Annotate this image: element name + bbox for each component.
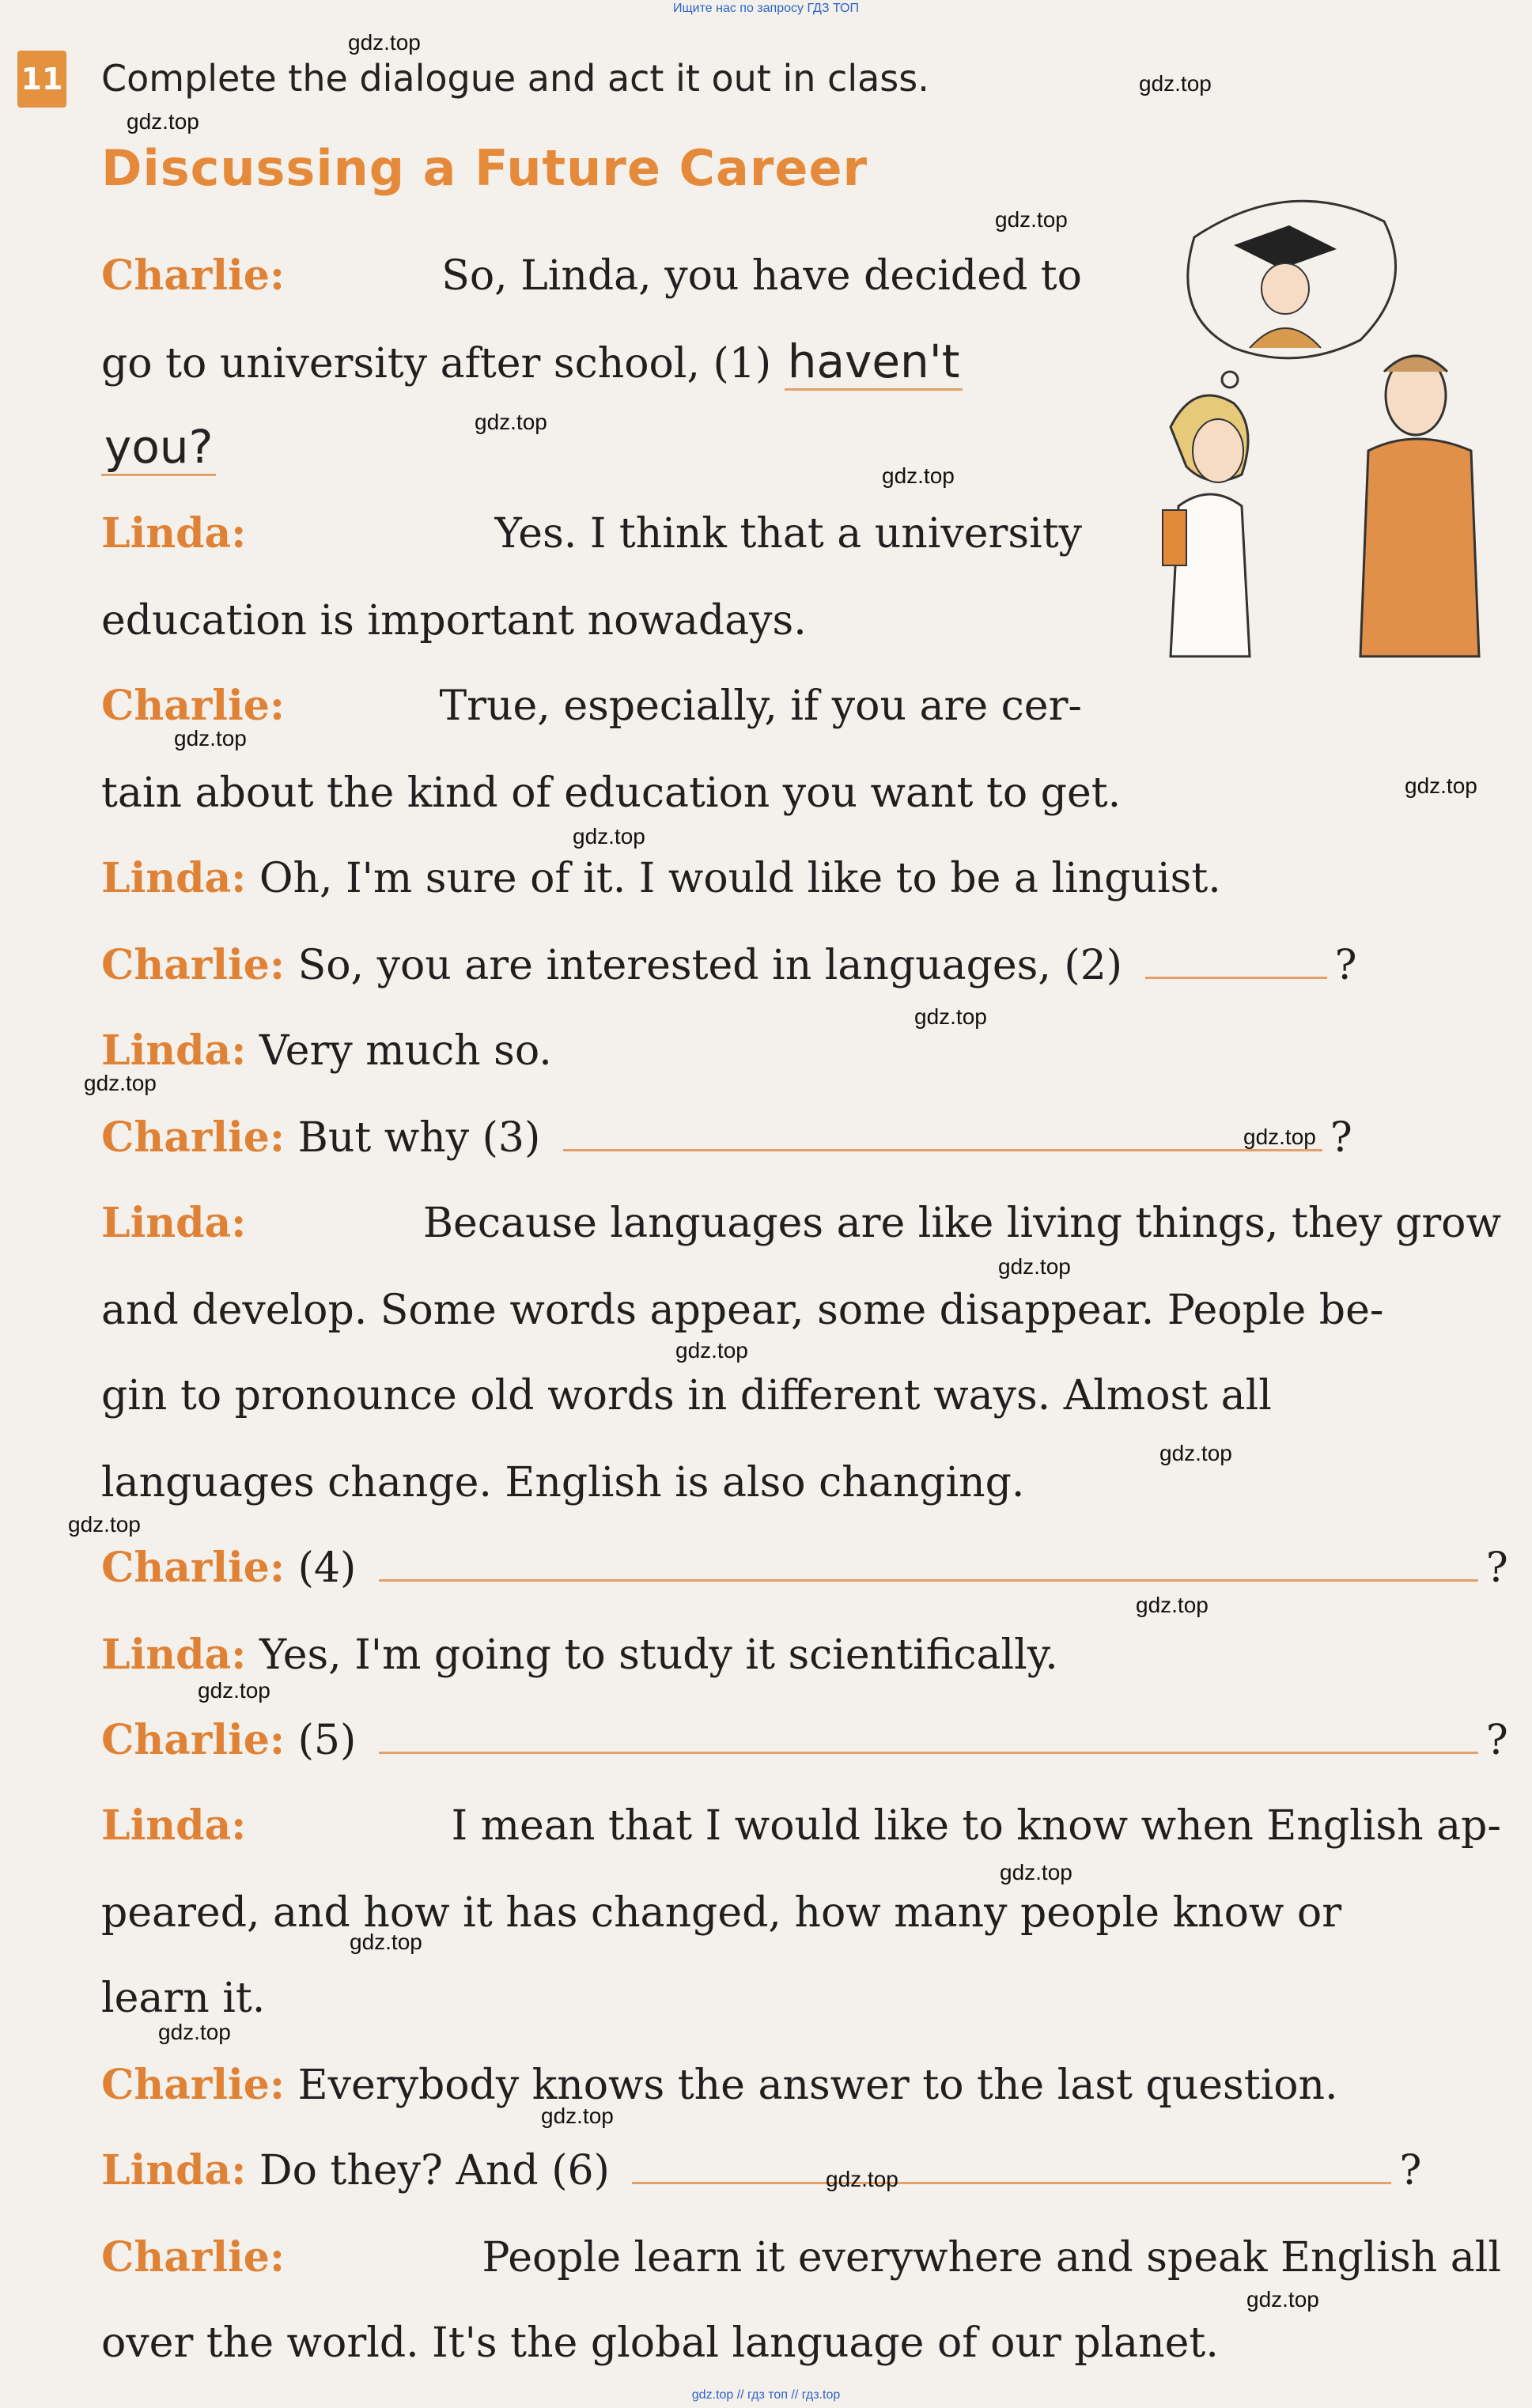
girl-figure bbox=[1163, 395, 1250, 656]
watermark[interactable]: gdz.top bbox=[541, 2104, 614, 2128]
footer-note[interactable]: gdz.top // гдз топ // гдз.top bbox=[691, 2388, 841, 2402]
line-text: languages change. English is also changing. bbox=[101, 1459, 1025, 1506]
dialogue-line-8 bbox=[101, 843, 1221, 914]
speaker-charlie: Charlie: bbox=[101, 682, 286, 730]
question-mark: ? bbox=[1485, 1544, 1508, 1592]
line-text: tain about the kind of education you want to get. bbox=[101, 769, 1122, 817]
watermark[interactable]: gdz.top bbox=[573, 824, 645, 849]
dialogue-line-3 bbox=[101, 411, 216, 482]
line-text: But why (3) bbox=[297, 1114, 541, 1162]
line-text: peared, and how it has changed, how many people know or bbox=[101, 1889, 1342, 1937]
exercise-number-badge: 11 bbox=[17, 51, 66, 108]
watermark[interactable]: gdz.top bbox=[998, 1254, 1071, 1279]
speaker-charlie: Charlie: bbox=[101, 1113, 286, 1162]
dialogue-line-24 bbox=[101, 2222, 1501, 2293]
line-text: education is important nowadays. bbox=[101, 597, 807, 645]
dialogue-line-9 bbox=[101, 930, 1357, 1001]
thought-bubble-icon bbox=[1188, 201, 1396, 408]
dialogue-line-1 bbox=[101, 240, 1082, 312]
answer-blank-5[interactable] bbox=[379, 1707, 1478, 1754]
watermark[interactable]: gdz.top bbox=[1159, 1441, 1232, 1465]
dialogue-title: Discussing a Future Career bbox=[101, 139, 868, 197]
exercise-instruction: Complete the dialogue and act it out in class. bbox=[101, 57, 929, 100]
dialogue-line-10 bbox=[101, 1015, 552, 1087]
boy-figure bbox=[1360, 356, 1479, 656]
watermark[interactable]: gdz.top bbox=[1405, 773, 1477, 798]
dialogue-line-19 bbox=[101, 1790, 1501, 1862]
speaker-charlie: Charlie: bbox=[101, 251, 286, 300]
watermark[interactable]: gdz.top bbox=[127, 109, 199, 134]
line-text: go to university after school, (1) bbox=[101, 340, 772, 387]
speaker-linda: Linda: bbox=[101, 1631, 247, 1679]
speaker-linda: Linda: bbox=[101, 1199, 247, 1247]
line-text: (5) bbox=[297, 1717, 357, 1764]
dialogue-line-22 bbox=[101, 2050, 1338, 2121]
line-text: learn it. bbox=[101, 1975, 266, 2022]
watermark[interactable]: gdz.top bbox=[348, 30, 421, 55]
line-text: I mean that I would like to know when English ap- bbox=[451, 1802, 1501, 1850]
answer-blank-2[interactable] bbox=[1145, 932, 1327, 979]
answer-blank-4[interactable] bbox=[379, 1535, 1478, 1582]
question-mark: ? bbox=[1399, 2147, 1422, 2194]
line-text: Because languages are like living things, they grow bbox=[422, 1200, 1501, 1247]
speaker-charlie: Charlie: bbox=[101, 2061, 286, 2109]
top-note[interactable]: Ищите нас по запросу ГДЗ ТОП bbox=[673, 2, 859, 15]
watermark[interactable]: gdz.top bbox=[882, 463, 955, 488]
dialogue-line-14 bbox=[101, 1360, 1272, 1431]
watermark[interactable]: gdz.top bbox=[1000, 1860, 1072, 1884]
dialogue-line-13 bbox=[101, 1275, 1383, 1346]
dialogue-line-18 bbox=[101, 1705, 1508, 1776]
line-text: Oh, I'm sure of it. I would like to be a linguist. bbox=[259, 855, 1221, 902]
dialogue-line-4 bbox=[101, 498, 1082, 569]
speaker-linda: Linda: bbox=[101, 1026, 247, 1075]
line-text: gin to pronounce old words in different ways. Almost all bbox=[101, 1372, 1272, 1419]
dialogue-line-7 bbox=[101, 758, 1121, 829]
answer-blank-6[interactable] bbox=[632, 2138, 1391, 2184]
question-mark: ? bbox=[1334, 942, 1357, 989]
watermark[interactable]: gdz.top bbox=[1136, 1593, 1209, 1617]
question-mark: ? bbox=[1485, 1717, 1508, 1764]
watermark[interactable]: gdz.top bbox=[475, 410, 547, 434]
watermark[interactable]: gdz.top bbox=[174, 726, 247, 750]
dialogue-line-25 bbox=[101, 2308, 1219, 2379]
speaker-linda: Linda: bbox=[101, 854, 247, 902]
watermark[interactable]: gdz.top bbox=[68, 1512, 141, 1537]
dialogue-line-11 bbox=[101, 1102, 1352, 1174]
line-text: Do they? And (6) bbox=[259, 2147, 610, 2194]
watermark[interactable]: gdz.top bbox=[995, 207, 1068, 232]
question-mark: ? bbox=[1330, 1114, 1352, 1162]
watermark[interactable]: gdz.top bbox=[1139, 71, 1212, 96]
line-text: Everybody knows the answer to the last question. bbox=[297, 2062, 1338, 2109]
line-text: People learn it everywhere and speak English all bbox=[482, 2234, 1501, 2281]
speaker-linda: Linda: bbox=[101, 509, 247, 558]
dialogue-line-12 bbox=[101, 1188, 1501, 1259]
dialogue-line-2 bbox=[101, 326, 963, 397]
line-text: True, especially, if you are cer- bbox=[439, 682, 1082, 730]
dialogue-line-23 bbox=[101, 2135, 1421, 2206]
answer-blank-3[interactable] bbox=[563, 1105, 1322, 1151]
watermark[interactable]: gdz.top bbox=[350, 1930, 422, 1954]
dialogue-line-16 bbox=[101, 1533, 1508, 1604]
speaker-charlie: Charlie: bbox=[101, 2233, 286, 2281]
handwritten-answer-1b[interactable]: you? bbox=[101, 420, 216, 476]
speaker-charlie: Charlie: bbox=[101, 1716, 286, 1764]
watermark[interactable]: gdz.top bbox=[826, 2167, 898, 2191]
watermark[interactable]: gdz.top bbox=[198, 1678, 270, 1703]
watermark[interactable]: gdz.top bbox=[1243, 1125, 1316, 1149]
handwritten-answer-1a[interactable]: haven't bbox=[785, 335, 963, 391]
line-text: Very much so. bbox=[259, 1027, 552, 1075]
line-text: So, you are interested in languages, (2) bbox=[297, 942, 1123, 989]
watermark[interactable]: gdz.top bbox=[158, 2020, 231, 2044]
speaker-linda: Linda: bbox=[101, 1801, 247, 1850]
line-text: and develop. Some words appear, some disappear. People be- bbox=[101, 1287, 1384, 1334]
watermark[interactable]: gdz.top bbox=[675, 1338, 748, 1363]
watermark[interactable]: gdz.top bbox=[84, 1071, 157, 1095]
watermark[interactable]: gdz.top bbox=[1246, 2287, 1319, 2312]
line-text: Yes. I think that a university bbox=[494, 510, 1082, 558]
speaker-charlie: Charlie: bbox=[101, 941, 286, 989]
dialogue-line-5 bbox=[101, 585, 807, 656]
dialogue-line-15 bbox=[101, 1447, 1024, 1518]
speaker-charlie: Charlie: bbox=[101, 1544, 286, 1592]
line-text: So, Linda, you have decided to bbox=[441, 252, 1082, 300]
dialogue-line-20 bbox=[101, 1877, 1341, 1949]
speaker-linda: Linda: bbox=[101, 2146, 247, 2194]
graduation-illustration bbox=[1123, 190, 1503, 664]
line-text: Yes, I'm going to study it scientifically. bbox=[259, 1631, 1058, 1679]
line-text: over the world. It's the global language of our planet. bbox=[101, 2319, 1219, 2367]
dialogue-line-6 bbox=[101, 671, 1082, 742]
line-text: (4) bbox=[297, 1544, 357, 1592]
watermark[interactable]: gdz.top bbox=[914, 1004, 987, 1029]
